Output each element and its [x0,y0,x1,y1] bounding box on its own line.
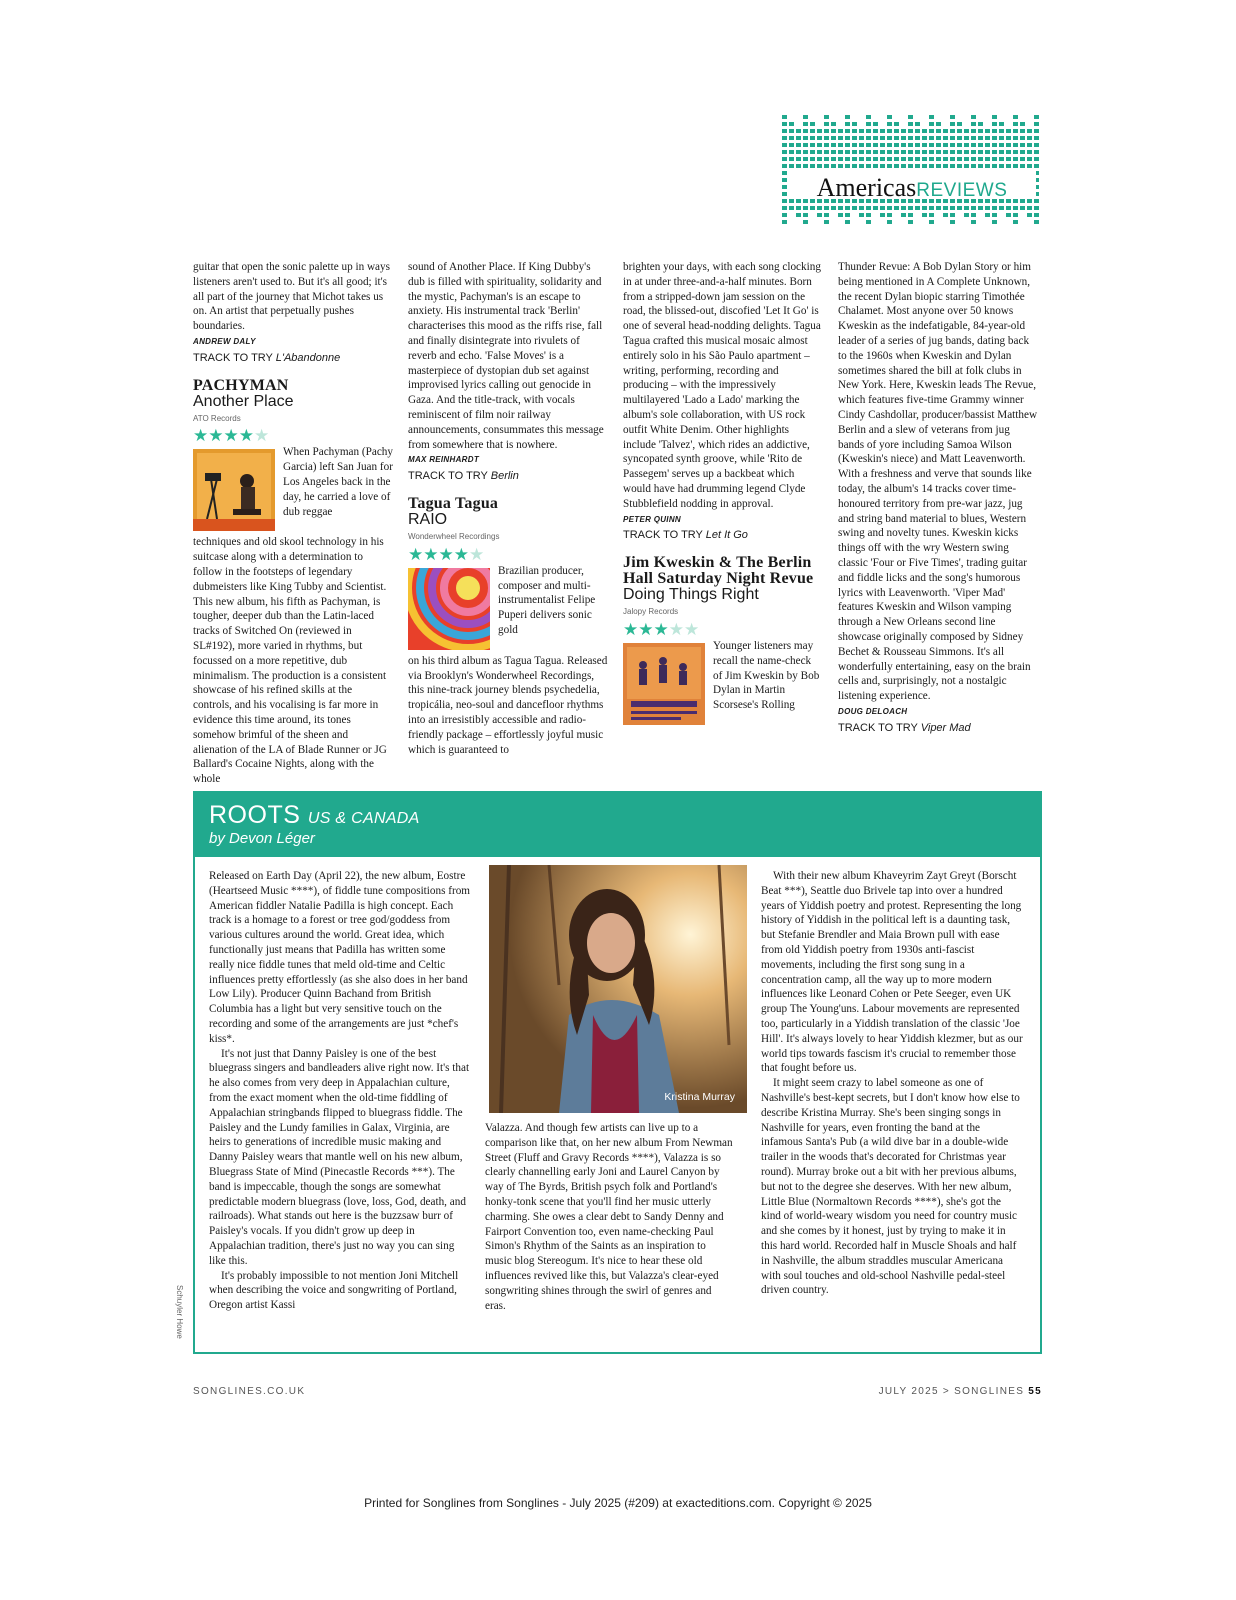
banner-title [782,173,1042,203]
track-to-try-label: TRACK TO TRY [408,470,491,483]
section-banner [782,115,1042,227]
track-to-try-title: Viper Mad [920,721,971,734]
review-continuation-text: brighten your days, with each song clocking in at under three-and-a-half minutes. Born from a stripped-down jam session on the road, the blissed-out, discofied 'Let It Go' is one of several head-nodding delights. Tagua Tagua crafted this musical mosaic almost entirely solo in his São Paulo apartment – writing, performing, recording and producing – with the impressively multilayered 'Lado a Lado' marking the album's sole collaboration, with US rock outfit White Denim. Other highlights include 'Talvez', which rides an addictive, syncopated synth groove, while 'Rito de Passegem' serves up a backbeat which would have had drumming legend Clyde Stubblefield nodding in approval. [623,261,821,510]
roots-header [195,793,1040,857]
page-number: 55 [1028,1386,1042,1397]
track-to-try [193,351,393,366]
track-to-try-title: L'Abandonne [275,351,341,364]
artist-photo [489,865,747,1113]
review-album: RAIO [408,510,448,528]
review-artist: PACHYMAN [193,376,289,394]
roots-paragraph: It's not just that Danny Paisley is one of the best bluegrass singers and bandleaders alive right now. It's that he also comes from very deep in Appalachian culture, from the exact moment when the old-time fiddling of Appalachian stringbands flipped to bluegrass fiddle. The Paisley and the Lundy families in Galax, Virginia, are heirs to generations of incredible music making and Danny Paisley wears that mantle well on his new album, Bluegrass State of Mind (Pinecastle Records ***). The band is impeccable, though the songs are somewhat predictable modern bluegrass (love, loss, God, death, and railroads). What stands out here is the buzzsaw burr of Paisley's vocals. If you didn't grow up deep in Appalachian tradition, there's just no way you can sing like this. [209,1047,470,1267]
review-continuation-text: sound of Another Place. If King Dubby's dub is filled with spirituality, solidarity and the mystic, Pachyman's is an escape to anxiety. His instrumental track 'Berlin' characterises this mood as the riffs rise, fall and finally disintegrate into rivulets of reverb and echo. 'False Moves' is a masterpiece of dystopian dub set against improvised lyrics calling out genocide in Gaza. And the title-track, with vocals reminiscent of film noir railway announcements, consummates this message from somewhere that is nowhere. [408,261,604,451]
review-artist: Jim Kweskin & The Berlin Hall Saturday Night Revue [623,554,814,588]
review-body: techniques and old skool technology in his suitcase along with a determination to follow in the footsteps of legendary dubmeisters like King Tubby and Scientist. This new album, his fifth as Pachyman, is tougher, deeper dub than the Latin-laced tracks of Switched On (reviewed in SL#192), more varied in rhythms, but focussed on a more repetitive, dub minimalism. The production is a consistent showcase of his refined skills at the controls, and his vocalising is far more in evidence this time around, its tones somehow brimful of the sheen and alienation of the LA of Blade Runner or JG Ballard's Cocaine Nights, along with the whole [193,536,387,786]
roots-byline: by Devon Léger [209,830,315,847]
review-column-4 [838,260,1038,736]
reviewer-byline: MAX REINHARDT [408,455,480,465]
album-cover-pachyman [193,449,275,531]
review-label: ATO Records [193,413,241,423]
roots-title-sub: US & CANADA [307,810,420,827]
album-cover-kweskin [623,643,705,725]
review-column-2 [408,260,608,757]
footer-issue-label: JULY 2025 > SONGLINES [878,1386,1025,1397]
review-album: Doing Things Right [623,586,759,604]
roots-paragraph: It might seem crazy to label someone as one of Nashville's best-kept secrets, but I don't know how else to describe Kristina Murray. She's been singing songs in Nashville for years, even fronting the band at the infamous Santa's Pub (a wild dive bar in a double-wide trailer in the woods that's decorated for Christmas year round). Murray broke out a bit with her previous albums, but not to the degree she deserves. With her new album, Little Blue (Normaltown Records ****), she's got the kind of world-weary wisdom you need for country music and she comes by it honest, just by trying to make it in this hard world. Recorded half in Muscle Shoals and half in Nashville, the album straddles muscular Americana with soul touches and old-school Nashville pedal-steel driven country. [761,1077,1020,1297]
review-artist: Tagua Tagua [408,494,499,512]
roots-paragraph: It's probably impossible to not mention Joni Mitchell when describing the voice and songwriting of Portland, Oregon artist Kassi [209,1269,459,1312]
print-notice: Printed for Songlines from Songlines - July 2025 (#209) at exacteditions.com. Copyright © 2025 [364,1496,872,1510]
photo-credit: Schuyler Howe [175,1285,184,1339]
track-to-try [408,469,608,484]
roots-column-1 [209,869,471,1313]
roots-paragraph: Valazza. And though few artists can live up to a comparison like that, on her new album From Newman Street (Fluff and Gravy Records ****), Valazza is so clearly channelling early Joni and Laurel Canyon by way of The Byrds, British psych folk and Portland's honky-tonk scene that you'll find her music utterly charming. She owes a clear debt to Sandy Denny and Fairport Convention too, even name-checking Paul Simon's Rhythm of the Saints as an inspiration to music blog Stereogum. It's nice to hear these old influences revived like this, but Valazza's clear-eyed songwriting shines through the swirl of genres and eras. [485,1122,733,1312]
review-body-wrap: When Pachyman (Pachy Garcia) left San Juan for Los Angeles back in the day, he carried a love of dub reggae [283,446,393,518]
reviewer-byline: ANDREW DALY [193,336,256,346]
reviewer-byline: PETER QUINN [623,514,681,524]
review-column-3 [623,260,823,729]
track-to-try [838,721,1038,736]
roots-column-3 [761,869,1023,1298]
track-to-try-label: TRACK TO TRY [623,529,706,542]
track-to-try-title: Let It Go [705,529,748,542]
review-continuation-text: guitar that open the sonic palette up in ways listeners aren't used to. But it's all good; it's all part of the journey that Michot takes us on. An artist that perpetually pushes boundaries. [193,261,390,333]
track-to-try-title: Berlin [490,470,519,483]
track-to-try [623,528,823,543]
footer-issue [879,1386,1042,1397]
album-cover-raio [408,568,490,650]
review-column-1 [193,260,393,787]
track-to-try-label: TRACK TO TRY [193,351,276,364]
review-album: Another Place [193,392,294,410]
reviewer-byline: DOUG DELOACH [838,706,908,716]
star-rating: ★★★★★ [193,426,270,446]
review-body: on his third album as Tagua Tagua. Released via Brooklyn's Wonderwheel Recordings, this nine-track journey blends psychedelia, tropicália, neo-soul and dancefloor rhythms into an irresistibly accessible and radio-friendly package – effortlessly joyful music which is guaranteed to [408,654,608,756]
review-body-wrap: Brazilian producer, composer and multi-instrumentalist Felipe Puperi delivers sonic gold [498,564,596,636]
roots-section [193,791,1042,1354]
review-label: Jalopy Records [623,607,679,617]
roots-title [209,801,420,830]
equalizer-graphic [782,115,1042,227]
banner-title-sub: REVIEWS [916,180,1008,201]
roots-column-2 [485,1121,735,1313]
roots-paragraph: Released on Earth Day (April 22), the new album, Eostre (Heartseed Music ****), of fiddle tune compositions from American fiddler Natalie Padilla is high concept. Each track is a homage to a forest or tree god/goddess from various cultures around the world. Great idea, which functionally just means that Padilla has written some really nice fiddle tunes that meld old-time and Celtic influences pretty effortlessly (as she also does in her band Low Lily). Producer Quinn Bachand from British Columbia has a light but very sensitive touch on the recording and some of the arrangements are just *chef's kiss*. [209,870,470,1045]
track-to-try-label: TRACK TO TRY [838,721,921,734]
footer-website: SONGLINES.CO.UK [193,1386,306,1397]
photo-caption: Kristina Murray [664,1091,735,1103]
review-label: Wonderwheel Recordings [408,531,500,541]
roots-paragraph: With their new album Khaveyrim Zayt Greyt (Borscht Beat ***), Seattle duo Brivele tap into over a hundred years of Yiddish poetry and protest. Representing the long history of Yiddish in the political left is a daunting task, but Stefanie Brendler and Maia Brown pull with ease from old Yiddish poetry from 1930s anti-fascist movements, including the first song sung in a concentration camp, all the way up to more modern influences like Leonard Cohen or Pete Seeger, even UK group The Young'uns. Labour movements are represented too, particularly in a Yiddish translation of the classic 'Joe Hill'. It's always lovely to hear Yiddish klezmer, but as our world tips towards fascism it's crucial to remember those that fought before us. [761,870,1023,1075]
star-rating: ★★★★★ [623,619,700,639]
star-rating: ★★★★★ [408,544,485,564]
roots-title-main: ROOTS [209,801,301,829]
review-continuation-text: Thunder Revue: A Bob Dylan Story or him being mentioned in A Complete Unknown, the recent Dylan biopic starring Timothée Chalamet. Most anyone over 50 knows Kweskin as the indefatigable, 84-year-old leader of a series of jug bands, dating back to the 1960s when Kweskin and Dylan sometimes shared the bill at folk clubs in New York. Here, Kweskin leads The Revue, which features five-time Grammy winner Cindy Cashdollar, producer/bassist Matthew Berlin and a slew of veterans from jug bands of yore including Samoa Wilson (Kweskin's niece) and Matt Leavenworth. With a freshness and verve that sounds like today, the album's 14 tracks cover time-honoured territory from pre-war jazz, jug and string band material to blues, Western swing and novelty tunes. Kweskin kicks things off with the wry Western swing classic 'Four or Five Times', trading guitar and fiddle licks and the song's humorous lyrics with Leavenworth. 'Viper Mad' features Kweskin and Wilson vamping through a New Orleans second line showcase originally composed by Sidney Bechet & Rousseau Simmons. It's all wonderfully entertaining, easy on the brain cells and, surprisingly, not a nostalgic listening experience. [838,261,1038,703]
review-body-wrap: Younger listeners may recall the name-check of Jim Kweskin by Bob Dylan in Martin Scorsese's Rolling [713,639,820,712]
banner-title-main: Americas [816,173,917,202]
